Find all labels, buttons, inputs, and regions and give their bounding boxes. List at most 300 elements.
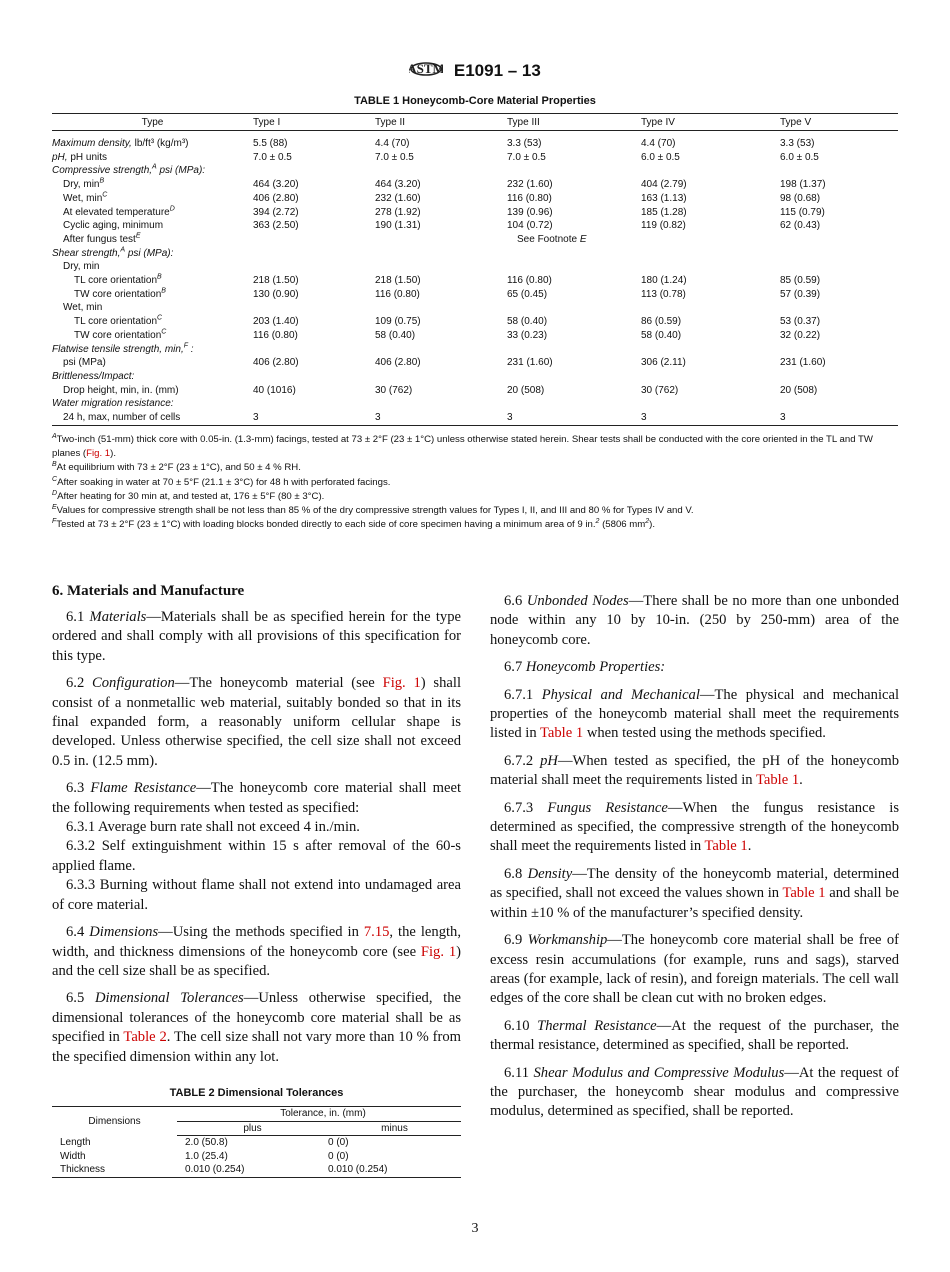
cell: 33 (0.23) bbox=[507, 329, 548, 341]
table-row bbox=[52, 247, 898, 261]
cell bbox=[375, 301, 507, 315]
cell bbox=[375, 233, 507, 247]
cell: 7.0 ± 0.5 bbox=[375, 151, 414, 163]
text: . The cell size shall not vary more than 10 % from the specified dimension within any lot. bbox=[52, 1029, 461, 1065]
text: 6.9 bbox=[504, 932, 528, 949]
cell: 3.3 (53) bbox=[507, 138, 542, 149]
text: —The honeycomb core material shall be free of excess resin accumulations (for example, runs and sags), starved areas (for example, lack of resin), and foreign materials. The cell wall edges of the core shall be clean cut with no broken edges. bbox=[490, 932, 899, 1007]
table-row bbox=[52, 301, 898, 315]
row-label bbox=[52, 411, 253, 425]
label-italic: Flatwise tensile strength, min, bbox=[52, 343, 184, 355]
cell: 3 bbox=[780, 412, 786, 424]
row-label bbox=[52, 301, 253, 315]
column-header: Type III bbox=[507, 114, 641, 131]
cell: 198 (1.37) bbox=[780, 179, 826, 191]
text: —At the request of the purchaser, the honeycomb shear modulus and compressive modulus, determined as specified, shall be reported. bbox=[490, 1064, 899, 1120]
label-italic: pH, bbox=[52, 151, 68, 163]
paragraph bbox=[490, 592, 899, 650]
row-label bbox=[52, 288, 253, 302]
cell bbox=[253, 260, 375, 274]
text: 6.7.1 bbox=[504, 686, 542, 703]
footnote bbox=[52, 490, 900, 504]
cell: 4.4 (70) bbox=[375, 138, 410, 149]
label-text: Dry, min bbox=[63, 179, 100, 191]
cell: 116 (0.80) bbox=[253, 329, 298, 341]
cell bbox=[780, 343, 898, 357]
cell: 406 (2.80) bbox=[375, 357, 421, 369]
text: Two-inch (51-mm) thick core with 0.05-in. (1.3-mm) facings, tested at 73 ± 2°F (23 ± 1°C) unless otherwise stated herein. Shear tests shall be conducted with the core oriented in the TL and TW planes ( bbox=[52, 434, 873, 460]
italic-text: Workmanship bbox=[527, 932, 608, 949]
cell bbox=[375, 343, 507, 357]
cross-reference-link[interactable]: Table 1 bbox=[782, 885, 826, 902]
cell: 98 (0.68) bbox=[780, 192, 821, 204]
text: Values for compressive strength shall be not less than 85 % of the dry compressive strength values for Types I, II, and III and 80 % for Types IV and V. bbox=[56, 505, 694, 517]
text: —When tested as specified, the pH of the honeycomb material shall meet the requirements listed in bbox=[490, 752, 899, 789]
text: 6.5 bbox=[66, 990, 95, 1007]
label-italic: psi (MPa): bbox=[125, 247, 174, 259]
svg-text:ASTM: ASTM bbox=[409, 61, 444, 76]
table-row bbox=[52, 411, 898, 425]
cell: 163 (1.13) bbox=[641, 192, 687, 204]
italic-text: Honeycomb Properties: bbox=[525, 659, 666, 676]
label-text: TW core orientation bbox=[74, 329, 162, 341]
row-label bbox=[52, 247, 253, 261]
cell bbox=[253, 343, 375, 357]
cell bbox=[641, 233, 780, 247]
label-italic: Compressive strength, bbox=[52, 165, 153, 177]
table-row bbox=[52, 151, 898, 165]
label-text: 24 h, max, number of cells bbox=[63, 412, 181, 424]
footnote-marker: A bbox=[52, 432, 57, 440]
cell: 62 (0.43) bbox=[780, 220, 821, 232]
footnote-marker: C bbox=[52, 475, 58, 483]
row-label bbox=[52, 397, 253, 411]
cross-reference-link[interactable]: Table 1 bbox=[704, 838, 748, 855]
cell bbox=[641, 370, 780, 384]
cell bbox=[375, 164, 507, 178]
cell: 180 (1.24) bbox=[641, 275, 687, 287]
cell: 363 (2.50) bbox=[253, 220, 299, 232]
label-italic: : bbox=[188, 343, 194, 355]
text: 6.7.2 bbox=[504, 752, 541, 769]
cell bbox=[375, 370, 507, 384]
cell: 53 (0.37) bbox=[780, 316, 821, 328]
footnote-marker: F bbox=[52, 518, 57, 526]
text: 6.4 bbox=[66, 924, 90, 941]
text: —When the fungus resistance is determined as specified, the compressive strength of the honeycomb shall meet the requirements listed in bbox=[490, 799, 900, 855]
paragraph bbox=[490, 686, 899, 744]
text: . bbox=[799, 772, 803, 789]
paragraph bbox=[52, 608, 461, 666]
italic-text: Fungus Resistance bbox=[547, 799, 668, 816]
table-row bbox=[52, 178, 898, 192]
text: At equilibrium with 73 ± 2°F (23 ± 1°C), and 50 ± 4 % RH. bbox=[56, 462, 301, 474]
cell: 0 (0) bbox=[328, 1150, 349, 1162]
cell: 104 (0.72) bbox=[507, 220, 553, 232]
text: 6.2 bbox=[66, 675, 93, 692]
italic-text: Configuration bbox=[92, 675, 175, 692]
cell: 6.0 ± 0.5 bbox=[780, 151, 819, 163]
cell: Width bbox=[60, 1150, 86, 1162]
row-label bbox=[52, 260, 253, 274]
label-text: psi (MPa) bbox=[63, 357, 106, 369]
cell: 0 (0) bbox=[328, 1137, 349, 1148]
table-row bbox=[52, 164, 898, 178]
left-column bbox=[52, 583, 461, 1067]
row-label bbox=[52, 370, 253, 384]
row-label bbox=[52, 219, 253, 233]
italic-text: Unbonded Nodes bbox=[526, 593, 629, 609]
note-letter: E bbox=[579, 233, 587, 245]
row-label bbox=[52, 274, 253, 288]
table-row bbox=[52, 233, 898, 247]
paragraph bbox=[490, 865, 899, 923]
label-text: TW core orientation bbox=[74, 288, 162, 300]
table1-footnotes bbox=[52, 433, 900, 532]
label-italic: Water migration resistance: bbox=[52, 398, 174, 410]
text: 6.1 bbox=[66, 609, 90, 625]
footnote-marker: B bbox=[157, 273, 162, 281]
cell: 116 (0.80) bbox=[507, 275, 552, 287]
cell: 58 (0.40) bbox=[375, 329, 416, 341]
footnote-marker: C bbox=[157, 314, 163, 322]
cell bbox=[375, 247, 507, 261]
column-header: Type bbox=[52, 114, 253, 131]
italic-text: Dimensional Tolerances bbox=[94, 990, 244, 1007]
cell: 65 (0.45) bbox=[507, 288, 548, 300]
astm-logo-icon bbox=[409, 56, 443, 87]
cell: 3.3 (53) bbox=[780, 138, 815, 149]
cell: 119 (0.82) bbox=[641, 220, 686, 232]
table-row bbox=[52, 206, 898, 220]
row-label bbox=[52, 131, 253, 151]
cell: 0.010 (0.254) bbox=[328, 1164, 388, 1175]
footnote-marker: E bbox=[135, 232, 141, 240]
label-text: Dry, min bbox=[63, 261, 100, 273]
document-header bbox=[0, 56, 950, 87]
column-header: Type V bbox=[780, 114, 898, 131]
column-header: Type I bbox=[253, 114, 375, 131]
table1-title: TABLE 1 Honeycomb-Core Material Properties bbox=[354, 95, 596, 107]
text: (5806 mm bbox=[599, 519, 646, 531]
table-row bbox=[52, 288, 898, 302]
paragraph bbox=[52, 818, 461, 837]
cell: 464 (3.20) bbox=[375, 179, 421, 191]
text: —At the request of the purchaser, the thermal resistance, determined as specified, shall be reported. bbox=[490, 1017, 899, 1054]
right-column bbox=[490, 584, 899, 1122]
label-text: After fungus test bbox=[63, 233, 136, 245]
cell: 232 (1.60) bbox=[375, 192, 421, 204]
footnote-marker: 2 bbox=[595, 518, 600, 526]
footnote-marker: B bbox=[161, 287, 166, 295]
cell: 406 (2.80) bbox=[253, 357, 299, 369]
cross-reference-link[interactable]: Fig. 1 bbox=[420, 943, 457, 960]
cell: 406 (2.80) bbox=[253, 192, 299, 204]
italic-text: Thermal Resistance bbox=[537, 1017, 657, 1034]
text: and shall be within ±10 % of the manufacturer’s specified density. bbox=[490, 885, 899, 921]
cell: 7.0 ± 0.5 bbox=[507, 151, 546, 163]
paragraph bbox=[52, 837, 461, 876]
text: , the length, width, and thickness dimensions of the honeycomb core (see bbox=[52, 924, 462, 960]
cross-reference-link[interactable]: Fig. 1 bbox=[382, 675, 421, 692]
cell: 203 (1.40) bbox=[253, 316, 299, 328]
cell: 232 (1.60) bbox=[507, 179, 553, 191]
cell: 0.010 (0.254) bbox=[185, 1164, 245, 1175]
page-number: 3 bbox=[471, 1221, 479, 1236]
text: —The physical and mechanical properties of the honeycomb material shall meet the requirements listed in bbox=[490, 686, 900, 742]
cell: 5.5 (88) bbox=[253, 138, 288, 149]
footnote-marker: B bbox=[52, 461, 57, 469]
text: —There shall be no more than one unbonded node within any 10 by 10-in. (250 by 250-mm) area of the honeycomb core. bbox=[490, 593, 900, 648]
cell: 109 (0.75) bbox=[375, 316, 421, 328]
cell: 231 (1.60) bbox=[780, 357, 826, 369]
cross-reference-link[interactable]: Fig. 1 bbox=[86, 448, 111, 460]
table2-header-dimensions: Dimensions bbox=[88, 1115, 141, 1127]
row-label bbox=[52, 233, 253, 247]
cell bbox=[375, 260, 507, 274]
cross-reference-link[interactable]: Table 1 bbox=[756, 772, 800, 789]
cell: Length bbox=[60, 1136, 91, 1148]
cell bbox=[641, 247, 780, 261]
paragraph bbox=[490, 658, 899, 677]
footnote bbox=[52, 518, 900, 532]
cell bbox=[507, 301, 641, 315]
footnote-marker: F bbox=[183, 342, 188, 350]
cell bbox=[507, 233, 641, 247]
label-text: TL core orientation bbox=[74, 275, 158, 287]
text: 6.3.2 Self extinguishment within 15 s after removal of the 60-s applied flame. bbox=[52, 838, 461, 874]
cell bbox=[507, 370, 641, 384]
label-text: pH units bbox=[67, 151, 108, 163]
footnote-marker: 2 bbox=[645, 518, 650, 526]
footnote bbox=[52, 461, 900, 475]
cell: 185 (1.28) bbox=[641, 206, 687, 218]
cell bbox=[253, 370, 375, 384]
cell bbox=[253, 301, 375, 315]
paragraph bbox=[52, 674, 461, 771]
cell: 190 (1.31) bbox=[375, 220, 421, 232]
text: when tested using the methods specified. bbox=[583, 725, 826, 742]
table-row bbox=[52, 384, 898, 398]
table2 bbox=[52, 1106, 461, 1178]
cell: 116 (0.80) bbox=[375, 288, 420, 300]
footnote-marker: C bbox=[161, 328, 167, 336]
text: —Materials shall be as specified herein for the type ordered and shall comply with all provisions of this specification for this type. bbox=[52, 609, 462, 664]
text: —The honeycomb core material shall meet the following requirements when tested as specified: bbox=[52, 780, 461, 816]
table-row bbox=[52, 343, 898, 357]
text: After soaking in water at 70 ± 5°F (21.1 ± 3°C) for 48 h with perforated facings. bbox=[57, 476, 391, 488]
italic-text: Shear Modulus and Compressive Modulus bbox=[533, 1064, 785, 1081]
footnote-marker: A bbox=[152, 164, 157, 172]
text: 6.3.3 Burning without flame shall not extend into undamaged area of core material. bbox=[52, 877, 461, 913]
text: ). bbox=[649, 519, 656, 531]
footnote bbox=[52, 476, 900, 490]
cell: 139 (0.96) bbox=[507, 206, 553, 218]
text: ). bbox=[110, 448, 117, 460]
row-label bbox=[52, 192, 253, 206]
label-text: lb/ft³ (kg/m³) bbox=[131, 138, 189, 149]
cell: 130 (0.90) bbox=[253, 288, 299, 300]
cell bbox=[641, 164, 780, 178]
cell bbox=[641, 397, 780, 411]
cell: Thickness bbox=[60, 1164, 106, 1175]
cell bbox=[507, 247, 641, 261]
text: 6.3.1 Average burn rate shall not exceed 4 in./min. bbox=[66, 819, 360, 836]
designation: E1091 – 13 bbox=[453, 60, 541, 80]
italic-text: Flame Resistance bbox=[90, 780, 197, 797]
cell bbox=[780, 233, 898, 247]
cell: 218 (1.50) bbox=[253, 275, 299, 287]
cell bbox=[641, 301, 780, 315]
cell bbox=[641, 260, 780, 274]
text: —Unless otherwise specified, the dimensional tolerances of the honeycomb core material shall be as specified in bbox=[52, 990, 462, 1046]
footnote bbox=[52, 504, 900, 518]
cell: 306 (2.11) bbox=[641, 357, 686, 369]
cell: 116 (0.80) bbox=[507, 192, 552, 204]
cell: 20 (508) bbox=[780, 384, 818, 396]
italic-text: Density bbox=[527, 865, 573, 882]
cell: 32 (0.22) bbox=[780, 329, 821, 341]
paragraph bbox=[490, 752, 899, 791]
section-heading: 6. Materials and Manufacture bbox=[52, 583, 245, 599]
label-text: At elevated temperature bbox=[63, 206, 170, 218]
cell bbox=[507, 260, 641, 274]
footnote-marker: E bbox=[52, 503, 57, 511]
cell: 218 (1.50) bbox=[375, 275, 421, 287]
cell bbox=[780, 370, 898, 384]
table2-title: TABLE 2 Dimensional Tolerances bbox=[169, 1087, 344, 1099]
table-row bbox=[52, 274, 898, 288]
cell: 7.0 ± 0.5 bbox=[253, 151, 292, 163]
row-label bbox=[52, 151, 253, 165]
paragraph bbox=[490, 931, 899, 1009]
italic-text: Physical and Mechanical bbox=[541, 686, 700, 703]
table2-header-plus: plus bbox=[177, 1121, 320, 1136]
label-italic: psi (MPa): bbox=[156, 165, 206, 177]
cell: 113 (0.78) bbox=[641, 288, 686, 300]
text: 6.8 bbox=[504, 865, 528, 882]
table-row bbox=[52, 397, 898, 411]
cell: 115 (0.79) bbox=[780, 206, 825, 218]
cell: 85 (0.59) bbox=[780, 275, 821, 287]
table2-header-minus: minus bbox=[320, 1121, 461, 1136]
column-header: Type II bbox=[375, 114, 507, 131]
table-row bbox=[52, 315, 898, 329]
cross-reference-link[interactable]: Table 2 bbox=[123, 1029, 167, 1046]
table-row bbox=[52, 329, 898, 343]
table-row bbox=[52, 356, 898, 370]
text: 6.10 bbox=[504, 1017, 538, 1034]
label-text: Cyclic aging, minimum bbox=[63, 220, 164, 232]
footnote-marker: A bbox=[120, 246, 126, 254]
row-label bbox=[52, 178, 253, 192]
text: 6.7.3 bbox=[504, 799, 548, 816]
text: 6.6 bbox=[504, 593, 527, 609]
cell bbox=[507, 397, 641, 411]
footnote-marker: C bbox=[102, 191, 108, 199]
cell: 464 (3.20) bbox=[253, 179, 299, 191]
text: —The density of the honeycomb material, determined as specified, shall not exceed the values shown in bbox=[490, 865, 899, 902]
row-label bbox=[52, 356, 253, 370]
cell: 58 (0.40) bbox=[641, 329, 682, 341]
text: 6.3 bbox=[66, 780, 91, 797]
table-row bbox=[52, 219, 898, 233]
table-row bbox=[52, 1163, 461, 1177]
paragraph bbox=[52, 989, 461, 1067]
text: 6.7 bbox=[504, 659, 526, 676]
text: . bbox=[747, 838, 752, 855]
cell bbox=[780, 301, 898, 315]
cell bbox=[641, 343, 780, 357]
text: —The honeycomb material (see bbox=[174, 675, 383, 692]
paragraph bbox=[52, 876, 461, 915]
cell: 86 (0.59) bbox=[641, 316, 682, 328]
cell: 30 (762) bbox=[641, 384, 679, 396]
row-label bbox=[52, 329, 253, 343]
label-italic: Brittleness/Impact: bbox=[52, 370, 135, 382]
note-text: See Footnote bbox=[517, 233, 580, 245]
cell bbox=[375, 397, 507, 411]
cross-reference-link[interactable]: 7.15 bbox=[363, 924, 390, 941]
column-header: Type IV bbox=[641, 114, 780, 131]
cell bbox=[253, 247, 375, 261]
cell bbox=[507, 343, 641, 357]
table2-header-tolerance: Tolerance, in. (mm) bbox=[177, 1107, 461, 1122]
table1 bbox=[52, 113, 898, 426]
text: —Using the methods specified in bbox=[158, 924, 364, 941]
cell: 6.0 ± 0.5 bbox=[641, 151, 680, 163]
italic-text: Materials bbox=[89, 609, 147, 625]
cell: 4.4 (70) bbox=[641, 138, 676, 149]
row-label bbox=[52, 164, 253, 178]
cell bbox=[780, 164, 898, 178]
cross-reference-link[interactable]: Table 1 bbox=[540, 725, 584, 742]
cell bbox=[253, 397, 375, 411]
paragraph bbox=[490, 799, 899, 857]
cell: 278 (1.92) bbox=[375, 206, 421, 218]
footnote-marker: B bbox=[99, 177, 105, 185]
label-text: Drop height, min, in. (mm) bbox=[63, 384, 179, 396]
cell bbox=[507, 164, 641, 178]
cell: 30 (762) bbox=[375, 384, 413, 396]
table-row bbox=[52, 1136, 461, 1150]
cell bbox=[253, 233, 375, 247]
cell: 20 (508) bbox=[507, 384, 545, 396]
cell bbox=[780, 260, 898, 274]
text: ) and the cell size shall be as specified. bbox=[52, 943, 462, 979]
text: After heating for 30 min at, and tested at, 176 ± 5°F (80 ± 3°C). bbox=[57, 490, 325, 502]
label-italic: Shear strength, bbox=[52, 247, 121, 259]
cell: 3 bbox=[375, 412, 381, 424]
row-label bbox=[52, 343, 253, 357]
label-text: Wet, min bbox=[63, 302, 103, 314]
footnote-marker: D bbox=[52, 489, 58, 497]
table-row bbox=[52, 192, 898, 206]
text: Tested at 73 ± 2°F (23 ± 1°C) with loading blocks bonded directly to each side of core specimen having a minimum area of 9 in. bbox=[56, 519, 596, 531]
cell: 2.0 (50.8) bbox=[185, 1137, 228, 1148]
table-row bbox=[52, 131, 898, 151]
cell: 3 bbox=[507, 412, 513, 424]
table-row bbox=[52, 1150, 461, 1164]
italic-text: pH bbox=[540, 752, 558, 769]
cell: 3 bbox=[641, 412, 647, 424]
paragraph bbox=[490, 1064, 899, 1122]
text: 6.11 bbox=[504, 1064, 534, 1081]
row-label bbox=[52, 315, 253, 329]
cell: 404 (2.79) bbox=[641, 179, 687, 191]
paragraph bbox=[52, 779, 461, 818]
cell: 40 (1016) bbox=[253, 384, 296, 396]
